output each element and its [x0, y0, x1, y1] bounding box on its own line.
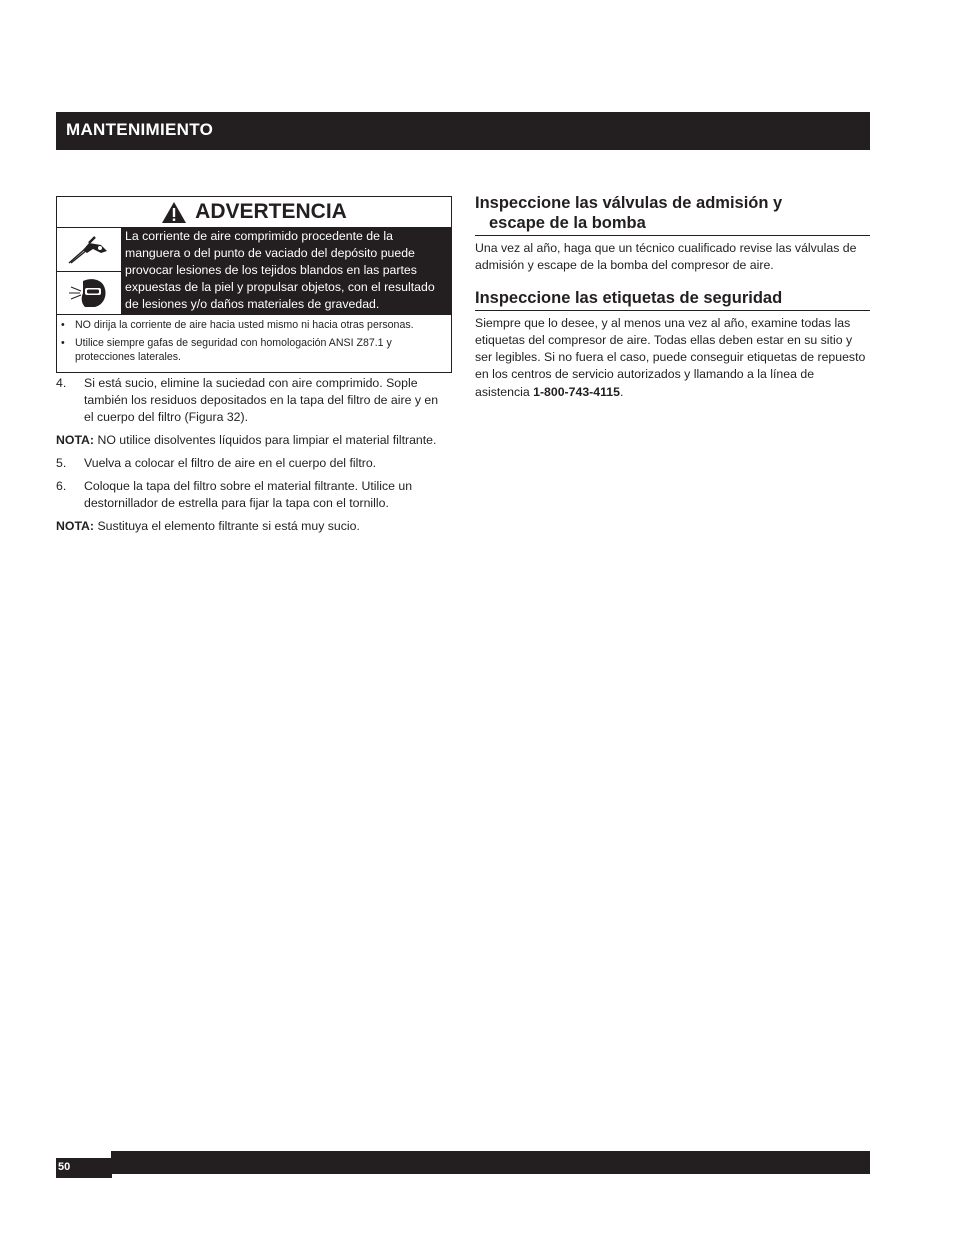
- footer-bar: [111, 1151, 870, 1174]
- right-column: [475, 193, 870, 401]
- left-column: [56, 375, 446, 541]
- step-4: 4. Si está sucio, elimine la suciedad con aire comprimido. Sople también los residuos depositados en la tapa del filtro de aire y en el cuerpo del filtro (Figura 32).: [56, 375, 446, 426]
- section-title: MANTENIMIENTO: [66, 120, 214, 139]
- warning-box: [56, 196, 452, 373]
- warning-bullet-text: NO dirija la corriente de aire hacia usted mismo ni hacia otras personas.: [75, 319, 414, 331]
- note-text: Sustituya el elemento filtrante si está muy sucio.: [94, 519, 360, 533]
- warning-title-row: [57, 197, 451, 228]
- note-text: NO utilice disolventes líquidos para limpiar el material filtrante.: [94, 433, 437, 447]
- warning-bullet-text: Utilice siempre gafas de seguridad con homologación ANSI Z87.1 y protecciones laterales.: [75, 336, 392, 363]
- warning-bullet: • Utilice siempre gafas de seguridad con homologación ANSI Z87.1 y protecciones laterales.: [61, 336, 447, 365]
- step-text: Coloque la tapa del filtro sobre el material filtrante. Utilice un destornillador de estrella para fijar la tapa con el tornillo.: [84, 479, 413, 510]
- warning-body: [57, 228, 451, 315]
- step-5: 5. Vuelva a colocar el filtro de aire en el cuerpo del filtro.: [56, 456, 377, 470]
- step-text: Vuelva a colocar el filtro de aire en el cuerpo del filtro.: [84, 456, 377, 470]
- step-text: Si está sucio, elimine la suciedad con aire comprimido. Sople también los residuos depositados en la tapa del filtro de aire y en el cuerpo del filtro (Figura 32).: [84, 376, 439, 424]
- note-1: [56, 432, 446, 449]
- valves-heading: Inspeccione las válvulas de admisión y escape de la bomba: [475, 193, 870, 236]
- safety-goggles-icon: [57, 271, 122, 314]
- warning-icons: [57, 228, 122, 314]
- valves-text: Una vez al año, haga que un técnico cualificado revise las válvulas de admisión y escape de la bomba del compresor de aire.: [475, 241, 857, 273]
- air-nozzle-icon: [57, 228, 122, 271]
- step-6: 6. Coloque la tapa del filtro sobre el material filtrante. Utilice un destornillador de estrella para fijar la tapa con el tornillo.: [56, 478, 446, 512]
- warning-bullet: • NO dirija la corriente de aire hacia usted mismo ni hacia otras personas.: [61, 319, 414, 331]
- support-phone: 1-800-743-4115: [533, 384, 620, 399]
- warning-bullets: [57, 315, 451, 365]
- note-label: NOTA:: [56, 433, 95, 447]
- labels-text: Siempre que lo desee, y al menos una vez al año, examine todas las etiquetas del compresor de aire. Todas ellas deben estar en su sitio y ser legibles. Si no fuera el caso, puede conseguir etiquetas de repuesto en los centros de servicio autorizados y llamando a la línea de asistencia 1-800-743-4115.: [475, 315, 866, 399]
- labels-heading: Inspeccione las etiquetas de seguridad: [475, 288, 870, 311]
- note-2: [56, 518, 446, 535]
- warning-text: La corriente de aire comprimido procedente de la manguera o del punto de vaciado del depósito puede provocar lesiones de los tejidos blandos en las partes expuestas de la piel y propulsar objetos, con el resultado de lesiones y/o daños materiales de gravedad.: [122, 228, 451, 314]
- warning-triangle-icon: [161, 201, 187, 224]
- section-header: [56, 112, 870, 150]
- warning-title: ADVERTENCIA: [195, 200, 347, 223]
- page-number: 50: [56, 1158, 112, 1178]
- note-label: NOTA:: [56, 519, 95, 533]
